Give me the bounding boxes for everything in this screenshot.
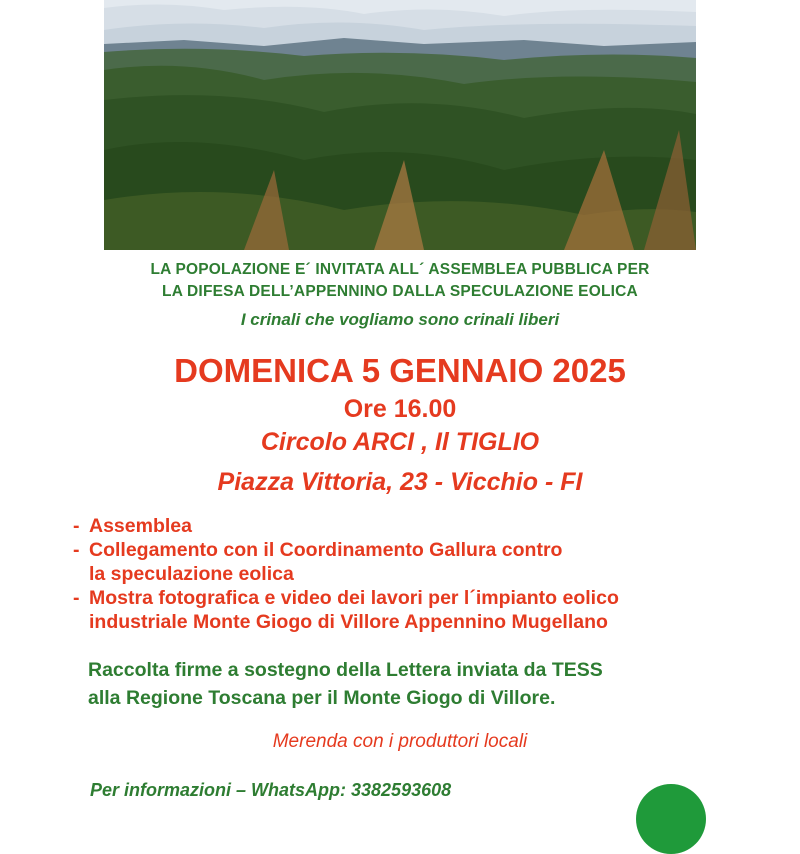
event-date: DOMENICA 5 GENNAIO 2025: [174, 352, 626, 389]
agenda-item: [73, 586, 773, 634]
mountain-landscape-photo: [104, 0, 696, 250]
agenda-item: [73, 538, 773, 586]
organization-logo-icon: [636, 784, 706, 854]
petition-line-2: alla Regione Toscana per il Monte Giogo di Villore.: [88, 687, 556, 709]
intro-line-1: LA POPOLAZIONE E´ INVITATA ALL´ ASSEMBLEA PUBBLICA PER: [150, 261, 650, 278]
event-time: Ore 16.00: [343, 395, 457, 423]
agenda-item-line-1: Assemblea: [89, 515, 192, 537]
agenda-item-line-1: Mostra fotografica e video dei lavori per l´impianto eolico: [89, 587, 619, 609]
event-address: Piazza Vittoria, 23 - Vicchio - FI: [217, 468, 583, 496]
agenda-list: [73, 514, 773, 634]
agenda-dash: -: [73, 539, 80, 561]
snack-note: Merenda con i produttori locali: [272, 731, 528, 752]
event-venue: Circolo ARCI , Il TIGLIO: [260, 428, 540, 456]
contact-info: Per informazioni – WhatsApp: 3382593608: [90, 780, 452, 800]
intro-line-2: LA DIFESA DELL’APPENNINO DALLA SPECULAZIONE EOLICA: [162, 283, 638, 300]
agenda-dash: -: [73, 587, 80, 609]
petition-text: [88, 656, 768, 712]
agenda-dash: -: [73, 515, 80, 537]
petition-line-1: Raccolta firme a sostegno della Lettera inviata da TESS: [88, 659, 603, 681]
agenda-item-line-2: la speculazione eolica: [89, 563, 294, 585]
agenda-item-line-1: Collegamento con il Coordinamento Gallura contro: [89, 539, 563, 561]
intro-text: [0, 259, 800, 303]
slogan: I crinali che vogliamo sono crinali liberi: [240, 310, 560, 329]
agenda-item-line-2: industriale Monte Giogo di Villore Appennino Mugellano: [89, 611, 608, 633]
agenda-item: [73, 514, 773, 538]
